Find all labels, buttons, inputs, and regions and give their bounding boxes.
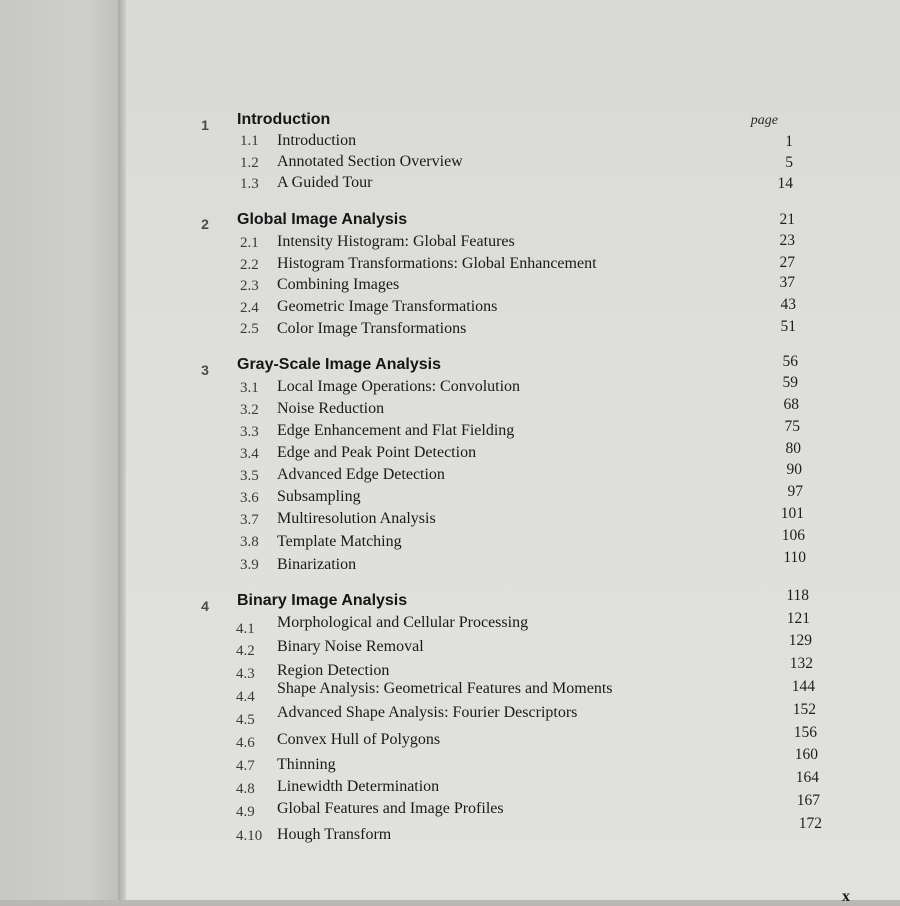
section-number: 1.2 <box>240 155 259 171</box>
page-folio: x <box>842 888 850 905</box>
section-title: Hough Transform <box>277 826 392 843</box>
section-number: 4.8 <box>236 781 255 797</box>
page-number: 110 <box>783 549 806 566</box>
section-number: 4.1 <box>236 621 255 637</box>
section-title: Geometric Image Transformations <box>277 298 498 315</box>
page-number: 59 <box>782 374 798 391</box>
page-number: 121 <box>786 610 810 627</box>
page-number: 14 <box>777 175 793 192</box>
page-number: 80 <box>785 440 801 457</box>
section-number: 3.9 <box>240 557 259 573</box>
page-number: 37 <box>779 274 795 291</box>
section-title: Region Detection <box>277 662 390 679</box>
chapter-title: Introduction <box>237 111 331 128</box>
section-number: 2.3 <box>240 278 259 294</box>
section-number: 4.5 <box>236 712 255 728</box>
chapter-number: 1 <box>201 117 209 133</box>
page-number: 167 <box>796 792 820 809</box>
section-number: 1.3 <box>240 176 259 192</box>
chapter-number: 4 <box>201 598 209 614</box>
page-number: 27 <box>779 254 795 271</box>
section-number: 2.5 <box>240 321 259 337</box>
section-number: 3.3 <box>240 424 259 440</box>
page-number: 56 <box>782 353 798 370</box>
chapter-number: 2 <box>201 216 209 232</box>
section-title: Edge Enhancement and Flat Fielding <box>277 422 515 439</box>
chapter-number: 3 <box>201 362 209 378</box>
page-number: 23 <box>779 232 795 249</box>
section-title: Noise Reduction <box>277 400 385 417</box>
section-number: 3.4 <box>240 446 259 462</box>
section-title: Thinning <box>277 756 336 773</box>
section-title: Advanced Shape Analysis: Fourier Descriptors <box>277 704 578 721</box>
section-title: Color Image Transformations <box>277 320 467 337</box>
section-title: A Guided Tour <box>277 174 373 191</box>
page-number: 51 <box>780 318 796 335</box>
section-number: 4.9 <box>236 804 255 820</box>
page-number: 5 <box>785 154 793 171</box>
page-number: 156 <box>793 724 817 741</box>
section-number: 3.8 <box>240 534 259 550</box>
chapter-title: Binary Image Analysis <box>237 592 408 609</box>
section-title: Histogram Transformations: Global Enhancement <box>277 255 597 272</box>
page-number: 144 <box>791 678 815 695</box>
section-number: 3.6 <box>240 490 259 506</box>
section-title: Multiresolution Analysis <box>277 510 436 527</box>
page-number: 68 <box>783 396 799 413</box>
page-number: 172 <box>798 815 822 832</box>
page-number: 129 <box>788 632 812 649</box>
section-number: 4.7 <box>236 758 255 774</box>
page-number: 160 <box>794 746 818 763</box>
section-title: Edge and Peak Point Detection <box>277 444 477 461</box>
section-title: Advanced Edge Detection <box>277 466 445 483</box>
section-title: Combining Images <box>277 276 400 293</box>
section-title: Shape Analysis: Geometrical Features and Moments <box>277 680 613 697</box>
section-title: Binary Noise Removal <box>277 638 424 655</box>
section-number: 4.3 <box>236 666 255 682</box>
page-number: 164 <box>795 769 819 786</box>
section-number: 3.2 <box>240 402 259 418</box>
section-title: Convex Hull of Polygons <box>277 731 441 748</box>
section-number: 2.4 <box>240 300 259 316</box>
section-title: Annotated Section Overview <box>277 153 463 170</box>
section-number: 2.1 <box>240 235 259 251</box>
page-number: 118 <box>786 587 809 604</box>
page-number: 90 <box>786 461 802 478</box>
section-title: Local Image Operations: Convolution <box>277 378 521 395</box>
section-number: 4.4 <box>236 689 255 705</box>
section-title: Template Matching <box>277 533 402 550</box>
section-title: Global Features and Image Profiles <box>277 800 504 817</box>
section-number: 3.5 <box>240 468 259 484</box>
section-title: Subsampling <box>277 488 361 505</box>
page-number: 75 <box>784 418 800 435</box>
page-number: 132 <box>789 655 813 672</box>
chapter-title: Gray-Scale Image Analysis <box>237 356 441 373</box>
section-number: 4.10 <box>236 828 263 844</box>
page-number: 97 <box>787 483 803 500</box>
page-number: 1 <box>785 133 793 150</box>
section-title: Linewidth Determination <box>277 778 440 795</box>
chapter-title: Global Image Analysis <box>237 211 408 228</box>
page-number: 152 <box>792 701 816 718</box>
section-title: Introduction <box>277 132 357 149</box>
section-title: Intensity Histogram: Global Features <box>277 233 515 250</box>
section-number: 3.1 <box>240 380 259 396</box>
section-number: 2.2 <box>240 257 259 273</box>
page-column-header: page <box>750 113 778 128</box>
section-number: 3.7 <box>240 512 259 528</box>
section-number: 4.2 <box>236 643 255 659</box>
section-title: Binarization <box>277 556 357 573</box>
page-number: 21 <box>779 211 795 228</box>
page-number: 101 <box>780 505 804 522</box>
section-title: Morphological and Cellular Processing <box>277 614 529 631</box>
section-number: 4.6 <box>236 735 255 751</box>
page-number: 106 <box>781 527 805 544</box>
page-number: 43 <box>780 296 796 313</box>
section-number: 1.1 <box>240 133 259 149</box>
